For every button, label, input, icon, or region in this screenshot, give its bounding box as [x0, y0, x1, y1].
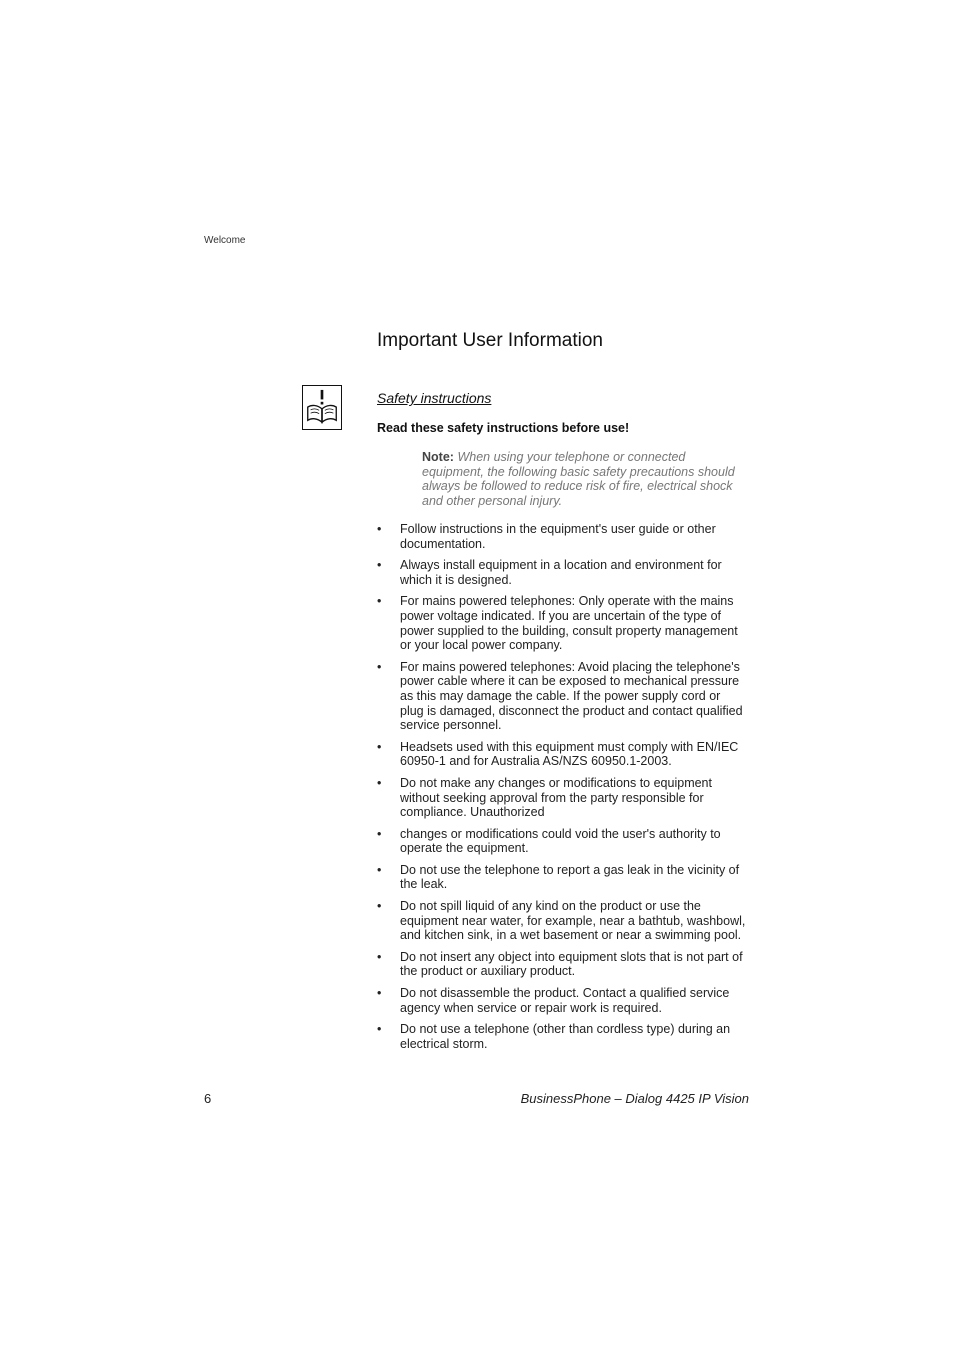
list-item	[377, 594, 747, 652]
list-item	[377, 950, 747, 979]
bullet: •	[377, 826, 382, 841]
page-number: 6	[204, 1091, 212, 1106]
bullet: •	[377, 862, 382, 877]
list-item-text: Do not insert any object into equipment slots that is not part of the product or auxiliary product.	[400, 949, 743, 979]
bullet: •	[377, 899, 382, 914]
page-title: Important User Information	[377, 330, 603, 351]
bullet: •	[377, 775, 382, 790]
bullet: •	[377, 949, 382, 964]
bullet: •	[377, 739, 382, 754]
read-first-instruction: Read these safety instructions before use!	[377, 421, 630, 435]
bullet: •	[377, 594, 382, 609]
list-item-text: Headsets used with this equipment must comply with EN/IEC 60950-1 and for Australia AS/NZS 60950.1-2003.	[400, 739, 739, 769]
list-item-text: Always install equipment in a location and environment for which it is designed.	[400, 558, 722, 587]
list-item	[377, 740, 747, 769]
note-text: When using your telephone or connected equipment, the following basic safety precautions should always be followed to reduce risk of fire, electrical shock and other personal injury.	[422, 450, 735, 508]
bullet: •	[377, 522, 382, 536]
list-item-text: Follow instructions in the equipment's user guide or other documentation.	[400, 522, 716, 551]
note-label: Note:	[422, 450, 454, 464]
safety-note	[422, 450, 744, 508]
bullet: •	[377, 659, 382, 674]
list-item	[377, 899, 747, 943]
bullet: •	[377, 986, 382, 1001]
bullet: •	[377, 558, 382, 573]
list-item-text: Do not spill liquid of any kind on the product or use the equipment near water, for example, near a bathtub, washbowl, and kitchen sink, in a wet basement or near a swimming pool.	[400, 899, 746, 943]
book-with-exclamation-icon	[302, 385, 342, 430]
list-item-text: Do not make any changes or modifications to equipment without seeking approval from the party responsible for compliance. Unauthorized	[400, 775, 712, 820]
list-item	[377, 1022, 747, 1051]
list-item-text: Do not use the telephone to report a gas leak in the vicinity of the leak.	[400, 862, 740, 892]
list-item	[377, 522, 747, 551]
list-item	[377, 776, 747, 820]
list-item-text: Do not use a telephone (other than cordless type) during an electrical storm.	[400, 1022, 731, 1051]
list-item-text: For mains powered telephones: Only operate with the mains power voltage indicated. If you are uncertain of the type of power supplied to the building, consult property management or your local power company.	[400, 594, 738, 653]
list-item-text: Do not disassemble the product. Contact a qualified service agency when service or repair work is required.	[400, 986, 730, 1015]
list-item-text: changes or modifications could void the user's authority to operate the equipment.	[400, 826, 721, 856]
list-item	[377, 986, 747, 1015]
list-item	[377, 827, 747, 856]
list-item	[377, 863, 747, 892]
bullet: •	[377, 1022, 382, 1037]
footer-product-title: BusinessPhone – Dialog 4425 IP Vision	[520, 1091, 749, 1106]
list-item	[377, 558, 747, 587]
safety-instructions-list	[377, 522, 747, 1058]
list-item-text: For mains powered telephones: Avoid placing the telephone's power cable where it can be exposed to mechanical pressure as this may damage the cable. If the power supply cord or plug is damaged, disconnect the product and contact qualified service personnel.	[400, 659, 743, 733]
section-heading-safety: Safety instructions	[377, 390, 492, 406]
list-item	[377, 660, 747, 733]
running-header: Welcome	[204, 235, 246, 246]
